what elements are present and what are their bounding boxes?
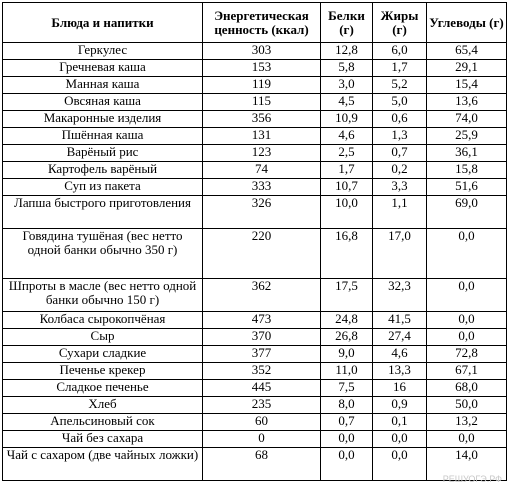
carbs-cell: 69,0 [427, 196, 507, 229]
dish-name-cell: Пшённая каша [3, 128, 203, 145]
energy-cell: 235 [203, 397, 321, 414]
energy-cell: 119 [203, 77, 321, 94]
carbs-cell: 15,8 [427, 162, 507, 179]
protein-cell: 10,0 [321, 196, 373, 229]
protein-cell: 5,8 [321, 60, 373, 77]
fat-cell: 1,1 [373, 196, 427, 229]
energy-cell: 131 [203, 128, 321, 145]
protein-cell: 8,0 [321, 397, 373, 414]
carbs-cell: 13,6 [427, 94, 507, 111]
protein-cell: 26,8 [321, 329, 373, 346]
energy-cell: 115 [203, 94, 321, 111]
energy-cell: 333 [203, 179, 321, 196]
carbs-cell: 67,1 [427, 363, 507, 380]
dish-name-cell: Суп из пакета [3, 179, 203, 196]
protein-cell: 4,5 [321, 94, 373, 111]
table-row [3, 414, 507, 431]
protein-cell: 0,7 [321, 414, 373, 431]
table-row [3, 279, 507, 312]
table-row [3, 312, 507, 329]
protein-cell: 17,5 [321, 279, 373, 312]
table-row [3, 60, 507, 77]
carbs-cell: 0,0 [427, 312, 507, 329]
table-row [3, 380, 507, 397]
dish-name-cell: Апельсиновый сок [3, 414, 203, 431]
energy-cell: 153 [203, 60, 321, 77]
table-header-row [3, 3, 507, 43]
fat-cell: 16 [373, 380, 427, 397]
carbs-cell: 14,0 [427, 448, 507, 481]
carbs-cell: 0,0 [427, 229, 507, 279]
dish-name-cell: Сладкое печенье [3, 380, 203, 397]
protein-cell: 11,0 [321, 363, 373, 380]
carbs-cell: 15,4 [427, 77, 507, 94]
energy-cell: 352 [203, 363, 321, 380]
carbs-cell: 51,6 [427, 179, 507, 196]
fat-cell: 32,3 [373, 279, 427, 312]
fat-cell: 0,2 [373, 162, 427, 179]
energy-cell: 68 [203, 448, 321, 481]
energy-cell: 326 [203, 196, 321, 229]
dish-name-cell: Сыр [3, 329, 203, 346]
table-row [3, 145, 507, 162]
dish-name-cell: Геркулес [3, 43, 203, 60]
protein-cell: 2,5 [321, 145, 373, 162]
dish-name-cell: Картофель варёный [3, 162, 203, 179]
protein-cell: 10,7 [321, 179, 373, 196]
dish-name-cell: Варёный рис [3, 145, 203, 162]
protein-cell: 3,0 [321, 77, 373, 94]
table-row [3, 229, 507, 279]
carbs-cell: 68,0 [427, 380, 507, 397]
dish-name-cell: Говядина тушёная (вес нетто одной банки обычно 350 г) [3, 229, 203, 279]
header-fat: Жиры (г) [373, 3, 427, 43]
fat-cell: 1,3 [373, 128, 427, 145]
protein-cell: 1,7 [321, 162, 373, 179]
fat-cell: 13,3 [373, 363, 427, 380]
dish-name-cell: Сухари сладкие [3, 346, 203, 363]
fat-cell: 0,1 [373, 414, 427, 431]
carbs-cell: 72,8 [427, 346, 507, 363]
dish-name-cell: Чай без сахара [3, 431, 203, 448]
table-row [3, 43, 507, 60]
fat-cell: 1,7 [373, 60, 427, 77]
table-row [3, 397, 507, 414]
carbs-cell: 36,1 [427, 145, 507, 162]
table-row [3, 128, 507, 145]
protein-cell: 24,8 [321, 312, 373, 329]
table-row [3, 346, 507, 363]
energy-cell: 362 [203, 279, 321, 312]
dish-name-cell: Шпроты в масле (вес нетто одной банки обычно 150 г) [3, 279, 203, 312]
fat-cell: 0,0 [373, 431, 427, 448]
watermark: РЕШУОГЭ.РФ [442, 474, 502, 484]
protein-cell: 9,0 [321, 346, 373, 363]
protein-cell: 16,8 [321, 229, 373, 279]
table-body [3, 43, 507, 481]
fat-cell: 17,0 [373, 229, 427, 279]
fat-cell: 27,4 [373, 329, 427, 346]
table-row [3, 111, 507, 128]
energy-cell: 60 [203, 414, 321, 431]
protein-cell: 7,5 [321, 380, 373, 397]
table-row [3, 196, 507, 229]
protein-cell: 4,6 [321, 128, 373, 145]
table-row [3, 431, 507, 448]
energy-cell: 220 [203, 229, 321, 279]
carbs-cell: 65,4 [427, 43, 507, 60]
dish-name-cell: Чай с сахаром (две чайных ложки) [3, 448, 203, 481]
table-row [3, 162, 507, 179]
fat-cell: 5,2 [373, 77, 427, 94]
energy-cell: 0 [203, 431, 321, 448]
protein-cell: 10,9 [321, 111, 373, 128]
table-row [3, 448, 507, 481]
dish-name-cell: Макаронные изделия [3, 111, 203, 128]
carbs-cell: 25,9 [427, 128, 507, 145]
energy-cell: 370 [203, 329, 321, 346]
fat-cell: 3,3 [373, 179, 427, 196]
table-row [3, 77, 507, 94]
table-row [3, 94, 507, 111]
energy-cell: 473 [203, 312, 321, 329]
carbs-cell: 0,0 [427, 279, 507, 312]
carbs-cell: 0,0 [427, 329, 507, 346]
protein-cell: 12,8 [321, 43, 373, 60]
fat-cell: 0,0 [373, 448, 427, 481]
table-row [3, 179, 507, 196]
carbs-cell: 0,0 [427, 431, 507, 448]
header-dishes: Блюда и напитки [3, 3, 203, 43]
dish-name-cell: Лапша быстрого приготовления [3, 196, 203, 229]
dish-name-cell: Овсяная каша [3, 94, 203, 111]
protein-cell: 0,0 [321, 431, 373, 448]
carbs-cell: 13,2 [427, 414, 507, 431]
fat-cell: 6,0 [373, 43, 427, 60]
table-row [3, 363, 507, 380]
nutrition-table [2, 2, 507, 481]
dish-name-cell: Печенье крекер [3, 363, 203, 380]
dish-name-cell: Хлеб [3, 397, 203, 414]
energy-cell: 356 [203, 111, 321, 128]
energy-cell: 74 [203, 162, 321, 179]
protein-cell: 0,0 [321, 448, 373, 481]
carbs-cell: 50,0 [427, 397, 507, 414]
energy-cell: 377 [203, 346, 321, 363]
table-row [3, 329, 507, 346]
fat-cell: 0,9 [373, 397, 427, 414]
fat-cell: 0,7 [373, 145, 427, 162]
fat-cell: 5,0 [373, 94, 427, 111]
header-energy: Энергетическая ценность (ккал) [203, 3, 321, 43]
energy-cell: 445 [203, 380, 321, 397]
header-protein: Белки (г) [321, 3, 373, 43]
fat-cell: 4,6 [373, 346, 427, 363]
dish-name-cell: Колбаса сырокопчёная [3, 312, 203, 329]
carbs-cell: 29,1 [427, 60, 507, 77]
header-carbs: Углеводы (г) [427, 3, 507, 43]
carbs-cell: 74,0 [427, 111, 507, 128]
energy-cell: 123 [203, 145, 321, 162]
fat-cell: 41,5 [373, 312, 427, 329]
fat-cell: 0,6 [373, 111, 427, 128]
energy-cell: 303 [203, 43, 321, 60]
dish-name-cell: Манная каша [3, 77, 203, 94]
dish-name-cell: Гречневая каша [3, 60, 203, 77]
